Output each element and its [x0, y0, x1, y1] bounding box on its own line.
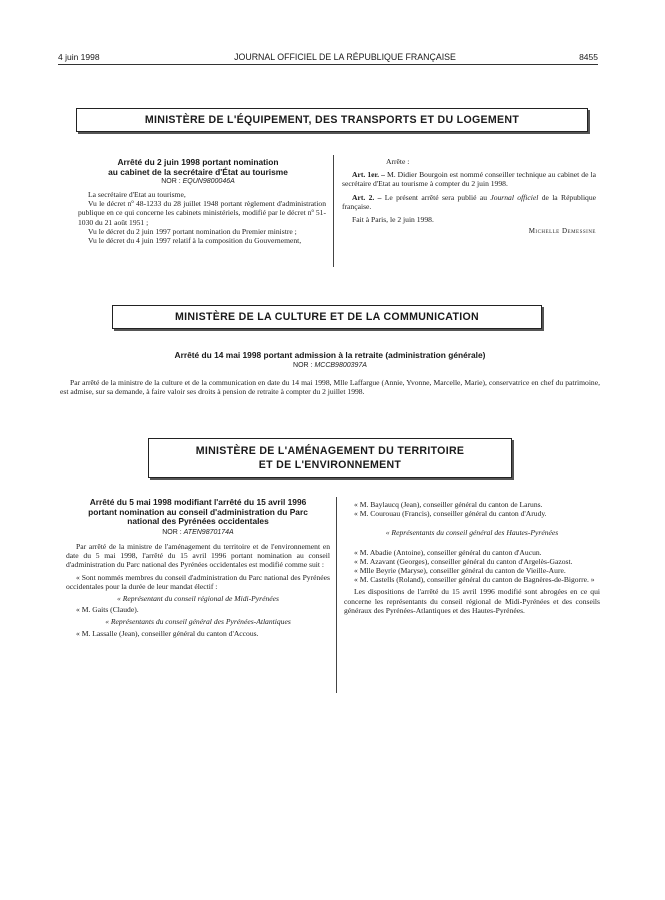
ministry-box-culture [112, 305, 542, 329]
member-entry: « M. Abadie (Antoine), conseiller général du canton d'Aucun. [354, 547, 542, 557]
article-1 [342, 170, 596, 188]
column-divider [333, 155, 334, 267]
decree-title-line: national des Pyrénées occidentales [127, 516, 269, 527]
subheading: « Représentants du conseil général des Hautes-Pyrénées [385, 528, 559, 538]
column-divider [336, 497, 337, 693]
journal-name: Journal officiel [490, 192, 539, 202]
header-date: 4 juin 1998 [58, 52, 100, 62]
nor-label: NOR : [161, 178, 181, 185]
paragraph: Par arrêté de la ministre de l'aménagement du territoire et de l'environnement en date du 5 mai 1998, l'arrêté du 15 avril 1996 portant nomination au conseil d'administration du Parc national des Pyrénées occidentales est modifié comme suit : [66, 542, 330, 570]
signature: Michelle Demessine [528, 227, 596, 236]
member-entry: « M. Courouau (Francis), conseiller général du canton d'Arudy. [354, 509, 547, 519]
decree-title-line: portant nomination au conseil d'administration du Parc [88, 506, 308, 517]
member-entry: « M. Lassalle (Jean), conseiller général du canton d'Accous. [76, 628, 259, 638]
nor-reference [70, 178, 326, 185]
member-entry: « Mlle Beyrie (Maryse), conseiller général du canton de Vieille-Aure. [354, 566, 566, 576]
nor-reference [66, 529, 330, 536]
nor-label: NOR : [162, 529, 182, 536]
member-entry: « M. Baylaucq (Jean), conseiller général du canton de Laruns. [354, 500, 543, 509]
arrete-label: Arrête : [386, 157, 410, 166]
paragraph: Vu le décret du 2 juin 1997 portant nomination du Premier ministre ; [88, 226, 297, 236]
ministry-box-amenagement [148, 438, 512, 478]
decree-visas [78, 190, 326, 245]
paragraph: « Sont nommés membres du conseil d'administration du Parc national des Pyrénées occidentales pour la durée de leur mandat électif : [66, 572, 330, 591]
subheading: « Représentant du conseil régional de Midi-Pyrénées [117, 594, 279, 604]
decree-body [60, 378, 600, 396]
member-entry: « M. Azavant (Georges), conseiller général du canton d'Argelès-Gazost. [354, 556, 573, 566]
nor-code: ATEN9870174A [183, 529, 234, 536]
ministry-box-equipement [76, 108, 588, 132]
article-text: Le présent arrêté sera publié au [384, 192, 491, 202]
decree-right-column [344, 500, 600, 615]
paragraph: Vu le décret du 4 juin 1997 relatif à la composition du Gouvernement, [88, 236, 302, 246]
decree-title [70, 157, 326, 177]
header-page-number: 8455 [579, 52, 598, 62]
decree-title [66, 498, 330, 527]
ministry-title: MINISTÈRE DE LA CULTURE ET DE LA COMMUNICATION [175, 311, 479, 323]
member-entry: « M. Gaits (Claude). [76, 605, 139, 615]
decree-title-line: Arrêté du 2 juin 1998 portant nomination [117, 157, 279, 167]
decree-articles [342, 157, 596, 236]
header-rule [58, 64, 598, 65]
ministry-title-line: ET DE L'ENVIRONNEMENT [258, 459, 402, 471]
paragraph: Par arrêté de la ministre de la culture et de la communication en date du 14 mai 1998, Mlle Laffargue (Annie, Yvonne, Marcelle, Marie), conservatrice en chef du patrimoine, est admise, sur sa demande, à faire valoir ses droits à pension de retraite à compter du 2 juillet 1998. [60, 378, 600, 397]
decree-title-line: au cabinet de la secrétaire d'État au tourisme [108, 167, 288, 177]
decree-left-column [66, 542, 330, 638]
article-2 [342, 193, 596, 211]
ministry-title-line: MINISTÈRE DE L'AMÉNAGEMENT DU TERRITOIRE [195, 445, 465, 457]
nor-code: EQUN9800046A [182, 178, 235, 185]
article-label: Art. 1er. – [352, 170, 385, 180]
decree-title: Arrêté du 14 mai 1998 portant admission à la retraite (administration générale) [174, 350, 486, 360]
article-label: Art. 2. – [352, 192, 382, 202]
paragraph: La secrétaire d'Etat au tourisme, [88, 190, 186, 199]
nor-reference [60, 362, 600, 369]
fait-a-paris: Fait à Paris, le 2 juin 1998. [352, 215, 434, 225]
article-text: de la République française. [342, 192, 597, 211]
nor-code: MCCB9800397A [314, 362, 367, 369]
header-journal-title: JOURNAL OFFICIEL DE LA RÉPUBLIQUE FRANÇAISE [234, 52, 456, 62]
article-text: M. Didier Bourgoin est nommé conseiller technique au cabinet de la secrétaire d'Etat au tourisme à compter du 2 juin 1998. [342, 170, 596, 189]
decree-title-line: Arrêté du 5 mai 1998 modifiant l'arrêté du 15 avril 1996 [89, 497, 307, 507]
ministry-title: MINISTÈRE DE L'ÉQUIPEMENT, DES TRANSPORTS ET DU LOGEMENT [144, 114, 520, 126]
subheading: « Représentants du conseil général des Pyrénées-Atlantiques [105, 617, 291, 627]
paragraph: Vu le décret nº 48-1233 du 28 juillet 1948 portant règlement d'administration publique en ce qui concerne les cabinets ministériels, modifié par le décret nº 51-1030 du 21 août 1951 ; [78, 199, 326, 227]
paragraph: Les dispositions de l'arrêté du 15 avril 1996 modifié sont abrogées en ce qui concerne les représentants du conseil régional de Midi-Pyrénées et des conseils généraux des Pyrénées-Atlantiques et des Hautes-Pyrénées. [344, 587, 600, 615]
member-entry: « M. Castells (Roland), conseiller général du canton de Bagnères-de-Bigorre. » [354, 575, 595, 585]
nor-label: NOR : [293, 362, 313, 369]
